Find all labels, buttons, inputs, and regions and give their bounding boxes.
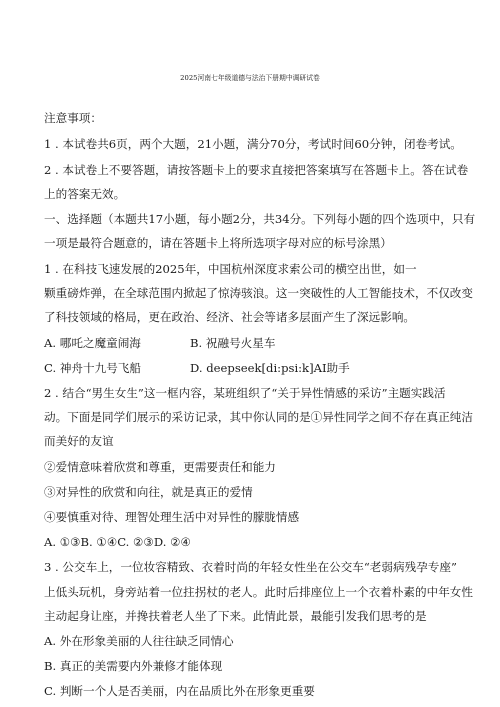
q2-line-3: 而美好的友谊: [44, 434, 114, 448]
q2-statement-2: ②爱情意味着欣赏和尊重，更需要责任和能力: [44, 460, 276, 474]
section-1-line-1: 一、选择题（本题共17小题，每小题2分，共34分。下列每小题的四个选项中，只有: [44, 212, 476, 226]
notice-heading: 注意事项：: [44, 111, 102, 125]
notice-item-1: 1 . 本试卷共6页，两个大题，21小题，满分70分，考试时间60分钟，闭卷考试。: [44, 137, 462, 151]
notice-item-2-line-1: 2 . 本试卷上不要答题，请按答题卡上的要求直接把答案填写在答题卡上。答在试卷: [44, 163, 469, 177]
q1-option-b: B. 祝融号火星车: [190, 336, 276, 350]
exam-title: 2025河南七年级道德与法治下册期中调研试卷: [180, 74, 320, 82]
q1-line-2: 颗重磅炸弹，在全球范围内掀起了惊涛骇浪。这一突破性的人工智能技术，不仅改变: [44, 286, 473, 300]
q3-line-2: 上低头玩机，身旁站着一位拄拐杖的老人。此时后排座位上一个衣着朴素的中年女性: [44, 585, 473, 599]
q2-statement-4: ④要慎重对待、理智处理生活中对异性的朦胧情感: [44, 510, 300, 524]
q3-line-3: 主动起身让座，并搀扶着老人坐了下来。此情此景，最能引发我们思考的是: [44, 609, 427, 623]
section-1-line-2: 一项是最符合题意的，请在答题卡上将所选项字母对应的标号涂黑）: [44, 236, 392, 250]
q3-option-a: A. 外在形象美丽的人往往缺乏同情心: [44, 634, 234, 648]
q2-statement-3: ③对异性的欣赏和向往，就是真正的爱情: [44, 485, 253, 499]
q3-option-c: C. 判断一个人是否美丽，内在品质比外在形象更重要: [44, 684, 315, 698]
q1-line-1: 1 . 在科技飞速发展的2025年，中国杭州深度求索公司的横空出世，如一: [44, 262, 417, 276]
q1-option-a: A. 哪吒之魔童闹海: [44, 336, 141, 350]
q2-line-2: 动。下面是同学们展示的采访记录，其中你认同的是①异性同学之间不存在真正纯洁: [44, 410, 473, 424]
q1-line-3: 了科技领域的格局，更在政治、经济、社会等诸多层面产生了深远影响。: [44, 310, 416, 324]
q2-line-1: 2 . 结合“男生女生”这一框内容，某班组织了“关于异性情感的采访”主题实践活: [44, 386, 446, 400]
notice-item-2-line-2: 上的答案无效。: [44, 187, 126, 201]
q3-line-1: 3 . 公交车上，一位妆容精致、衣着时尚的年轻女性坐在公交车“老弱病残孕专座”: [44, 560, 457, 574]
q1-option-d: D. deepseek[di:psi:k]AI助手: [190, 361, 350, 375]
q3-option-b: B. 真正的美需要内外兼修才能体现: [44, 659, 223, 673]
q2-options: A. ①③B. ①④C. ②③D. ②④: [44, 535, 191, 549]
q1-option-c: C. 神舟十九号飞船: [44, 361, 141, 375]
